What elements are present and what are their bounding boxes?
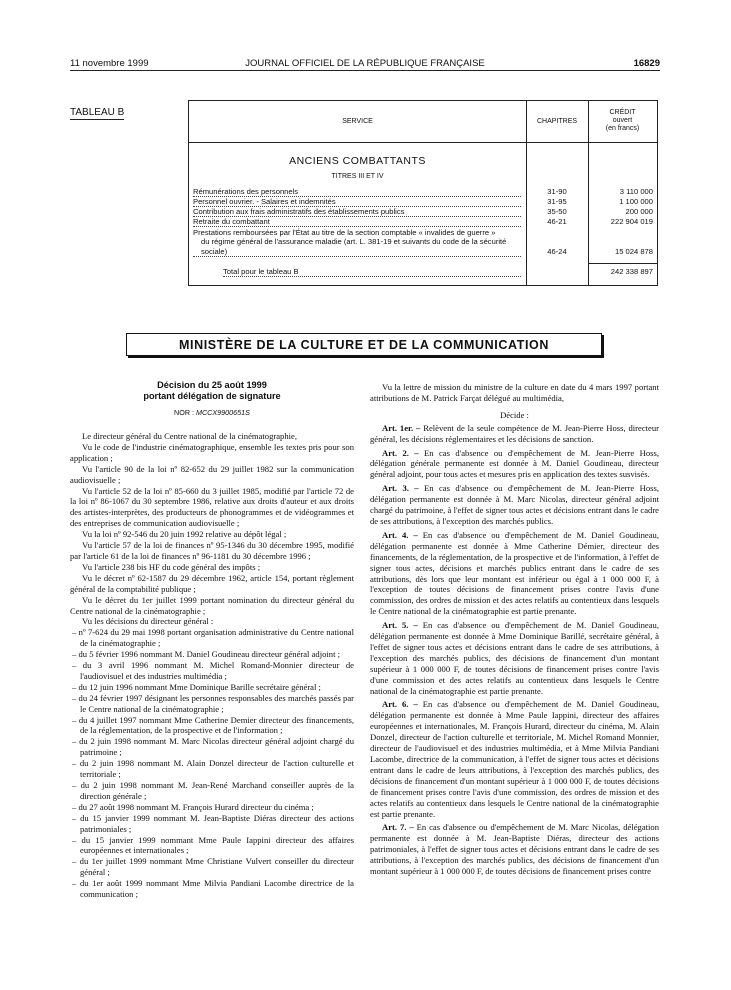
paragraph: Vu la lettre de mission du ministre de la culture en date du 4 mars 1997 portant attributions de M. Patrick Farçat délégué au multimédia, bbox=[370, 382, 659, 403]
article bbox=[370, 483, 659, 527]
list-item: – du 1er août 1999 nommant Mme Milvia Pandiani Lacombe directrice de la communication ; bbox=[72, 878, 354, 900]
article-text: En cas d'absence ou d'empêchement de M. Daniel Goudineau, délégation permanente est donnée à Mme Catherine Démier, directeur des financements, de la réglementation, de la prospective et de l'information, à l'effet de signer tous actes, décisions et marchés publics entrant dans le cadre de ses attributions, dès lors que leur montant est inférieur ou égal à 1 000 000 F, à l'exception de toutes décisions de financement prises contre l'avis d'une commission, des ordres de mission et des actes relatifs au contentieux dans lesquels le Centre national de la cinématographie est partie prenante. bbox=[370, 529, 659, 617]
article-number: Art. 3. – bbox=[382, 483, 419, 494]
nor-label: NOR : bbox=[174, 408, 194, 417]
article-text: En cas d'absence ou d'empêchement de M. Marc Nicolas, délégation permanente est donnée à M. Jean-Baptiste Diéras, directeur des actions patrimoniales, à l'effet de signer tous actes et décisions entrant dans le cadre de ses attributions, à l'exception des marchés publics, des décisions de financement d'un montant supérieur à 1 000 000 F, de toutes décisions de financement prises contre bbox=[370, 822, 660, 877]
col-header-credit-line1: CRÉDIT bbox=[609, 109, 636, 116]
table-row-total: Total pour le tableau B bbox=[223, 267, 521, 277]
list-item: – du 2 juin 1998 nommant M. Jean-René Marchand conseiller auprès de la direction générale ; bbox=[72, 780, 354, 801]
article bbox=[370, 530, 659, 617]
paragraph: Vu le code de l'industrie cinématographique, ensemble les textes pris pour son application ; bbox=[70, 441, 354, 463]
total-rule bbox=[588, 263, 657, 264]
list-item: – du 27 août 1998 nommant M. François Hurard directeur du cinéma ; bbox=[72, 801, 314, 812]
col-header-credit bbox=[588, 109, 657, 133]
tableau-b bbox=[188, 100, 658, 286]
row-credit: 222 904 019 bbox=[610, 217, 653, 226]
prestations-line3: sociale) bbox=[193, 247, 521, 257]
article-text: En cas d'absence ou d'empêchement de M. Daniel Goudineau, délégation permanente est donnée à Mme Dominique Barillé, secrétaire général, à l'effet de signer tous actes et décisions entrant dans le cadre de ses attributions, à l'exception des marchés publics, des décisions de financement d'un montant supérieur à 1 000 000 F, de toutes décisions de financement prises contre l'avis d'une commission et des actes relatifs au contentieux dans lesquels le Centre national de la cinématographie est partie prenante. bbox=[370, 620, 659, 696]
paragraph: Vu l'article 238 bis HF du code général des impôts ; bbox=[82, 561, 261, 572]
table-row: Rémunérations des personnels bbox=[193, 187, 521, 197]
list-item: – du 24 février 1997 désignant les personnes responsables des marchés passés par le Centre national de la cinématographie ; bbox=[72, 692, 354, 714]
list-item: – nº 7-624 du 29 mai 1998 portant organisation administrative du Centre national de la cinématographie ; bbox=[72, 627, 354, 649]
list-item: – du 1er juillet 1999 nommant Mme Christiane Vulvert conseiller du directeur général ; bbox=[72, 856, 354, 878]
article-text: En cas d'absence ou d'empêchement de M. Jean-Pierre Hoss, délégation permanente est donnée à M. Marc Nicolas, directeur général adjoint chargé du patrimoine, à l'effet de signer tous actes et décisions entrant dans le cadre de ses attributions, à l'exception des marchés publics. bbox=[370, 483, 659, 526]
row-credit: 1 100 000 bbox=[619, 197, 653, 206]
ministry-banner bbox=[126, 333, 602, 356]
list-item: – du 12 juin 1996 nommant Mme Dominique Barille secrétaire général ; bbox=[72, 681, 321, 692]
list-item: – du 15 janvier 1999 nommant M. Jean-Baptiste Diéras directeur des actions patrimoniales ; bbox=[72, 812, 354, 834]
col-header-chapitres: CHAPITRES bbox=[536, 118, 578, 125]
article-number: Art. 1er. – bbox=[382, 422, 421, 433]
nor-value: MCCX9900651S bbox=[196, 408, 250, 417]
row-credit: 200 000 bbox=[625, 207, 653, 216]
decide-heading: Décide : bbox=[500, 409, 529, 420]
col-header-credit-line2: ouvert bbox=[612, 117, 633, 124]
article bbox=[370, 699, 659, 819]
paragraph: Le directeur général du Centre national de la cinématographie, bbox=[82, 431, 297, 441]
section-title: ANCIENS COMBATTANTS bbox=[289, 155, 426, 167]
list-item: – du 15 janvier 1999 nommant Mme Paule Iappini directeur des affaires européennes et internationales ; bbox=[72, 834, 354, 856]
paragraph: Vu l'article 52 de la loi nº 85-660 du 3 juillet 1985, modifié par l'article 72 de la loi nº 86-1067 du 30 septembre 1986, relative aux droits d'auteur et aux droits des artistes-interprètes, des producteurs de phonogrammes et de vidéogrammes et des entreprises de communication audiovisuelle ; bbox=[70, 485, 354, 529]
list-item: – du 2 juin 1998 nommant M. Marc Nicolas directeur général adjoint chargé du patrimoine ; bbox=[72, 736, 354, 758]
paragraph: Vu l'article 57 de la loi de finances nº 95-1346 du 30 décembre 1995, modifié par l'article 61 de la loi de finances nº 96-1181 du 30 décembre 1996 ; bbox=[70, 540, 354, 561]
article-text: En cas d'absence ou d'empêchement de M. Daniel Goudineau, délégation permanente est donnée à Mme Paule Iappini, directeur des affaires européennes et internationales, M. François Hurard, directeur du cinéma, M. Alain Donzel, directeur de l'action culturelle et territoriale, M. Michel Romand Monnier, directeur de l'audiovisuel et des industries multimédia, et à Mme Milvia Pandiani Lacombe, directrice de la communication, à l'effet de signer tous actes et décisions entrant dans le cadre de leurs attributions, à l'exception des marchés publics, des décisions de financement d'un montant supérieur à 1 000 000 F, de toutes décisions de financement prises contre l'avis d'une commission, des ordres de mission et des actes relatifs au contentieux dans lesquels le Centre national de la cinématographie est partie prenante. bbox=[370, 699, 659, 819]
row-chapitre: 46-21 bbox=[547, 217, 567, 226]
article-number: Art. 7. – bbox=[382, 822, 414, 833]
article-number: Art. 4. – bbox=[382, 529, 418, 540]
article-text: En cas d'absence ou d'empêchement de M. Jean-Pierre Hoss, délégation générale permanente est donnée à M. Daniel Goudineau, directeur général adjoint, pour tous actes et mesures pris en application des textes susvisés. bbox=[370, 447, 659, 480]
header-rule bbox=[70, 70, 660, 71]
decision-title-line2: portant délégation de signature bbox=[143, 390, 281, 401]
list-item: – du 5 février 1996 nommant M. Daniel Goudineau directeur général adjoint ; bbox=[72, 649, 340, 660]
list-item: – du 2 juin 1998 nommant M. Alain Donzel directeur de l'action culturelle et territoriale ; bbox=[72, 758, 354, 780]
paragraph: Vu la loi nº 92-546 du 20 juin 1992 relative au dépôt légal ; bbox=[82, 529, 287, 540]
header-date: 11 novembre 1999 bbox=[70, 58, 149, 69]
section-subtitle: TITRES III ET IV bbox=[331, 173, 384, 180]
ministry-title: MINISTÈRE DE LA CULTURE ET DE LA COMMUNICATION bbox=[179, 338, 549, 352]
article-number: Art. 2. – bbox=[382, 447, 419, 458]
list-item: – du 3 avril 1996 nommant M. Michel Romand-Monnier directeur de l'audiovisuel et des industries multimédia ; bbox=[72, 660, 354, 681]
nor-reference bbox=[70, 408, 354, 417]
article-number: Art. 5. – bbox=[382, 620, 418, 631]
paragraph: Vu l'article 90 de la loi nº 82-652 du 29 juillet 1982 sur la communication audiovisuelle ; bbox=[70, 463, 354, 485]
total-credit: 242 338 897 bbox=[610, 267, 653, 276]
decision-title-line1: Décision du 25 août 1999 bbox=[157, 380, 267, 390]
row-credit: 3 110 000 bbox=[619, 187, 653, 196]
paragraph: Vu le décret du 1er juillet 1999 portant nomination du directeur général du Centre national de la cinématographie ; bbox=[70, 594, 354, 616]
header-journal: JOURNAL OFFICIEL DE LA RÉPUBLIQUE FRANÇAISE bbox=[245, 58, 485, 69]
row-chapitre: 35-50 bbox=[547, 207, 567, 216]
article bbox=[370, 822, 659, 877]
table-row-prestations bbox=[193, 228, 521, 257]
row-credit: 15 024 878 bbox=[614, 247, 653, 256]
row-chapitre: 46-24 bbox=[547, 247, 567, 256]
header-divider bbox=[189, 142, 657, 143]
list-item: – du 4 juillet 1997 nommant Mme Catherine Demier directeur des financements, de la réglementation, de la prospective et de l'information ; bbox=[72, 714, 354, 736]
col-header-service: SERVICE bbox=[342, 118, 373, 125]
right-column bbox=[370, 382, 659, 877]
article bbox=[370, 620, 659, 696]
article-number: Art. 6. – bbox=[382, 699, 418, 710]
header-page-number: 16829 bbox=[633, 58, 660, 69]
table-row: Personnel ouvrier. - Salaires et indemnités bbox=[193, 197, 521, 207]
table-row: Contribution aux frais administratifs des établissements publics bbox=[193, 207, 521, 217]
table-row: Retraite du combattant bbox=[193, 217, 521, 227]
article bbox=[370, 423, 659, 445]
decision-title bbox=[70, 380, 354, 401]
row-chapitre: 31-90 bbox=[547, 187, 567, 196]
prestations-line1: Prestations remboursées par l'État au titre de la section comptable « invalides de guerre » bbox=[193, 228, 496, 237]
prestations-line2: du régime général de l'assurance maladie (art. L. 381-19 et suivants du code de la sécurité bbox=[201, 237, 507, 247]
col-header-credit-line3: (en francs) bbox=[605, 125, 640, 132]
paragraph: Vu le décret nº 62-1587 du 29 décembre 1962, article 154, portant règlement général de la comptabilité publique ; bbox=[70, 572, 354, 594]
paragraph: Vu les décisions du directeur général : bbox=[82, 616, 214, 627]
article bbox=[370, 448, 659, 481]
article-text: Relèvent de la seule compétence de M. Jean-Pierre Hoss, directeur général, les décisions réglementaires et les décisions de sanction. bbox=[370, 422, 660, 444]
row-chapitre: 31-95 bbox=[547, 197, 567, 206]
tableau-label: TABLEAU B bbox=[70, 107, 125, 118]
left-column bbox=[70, 431, 354, 900]
